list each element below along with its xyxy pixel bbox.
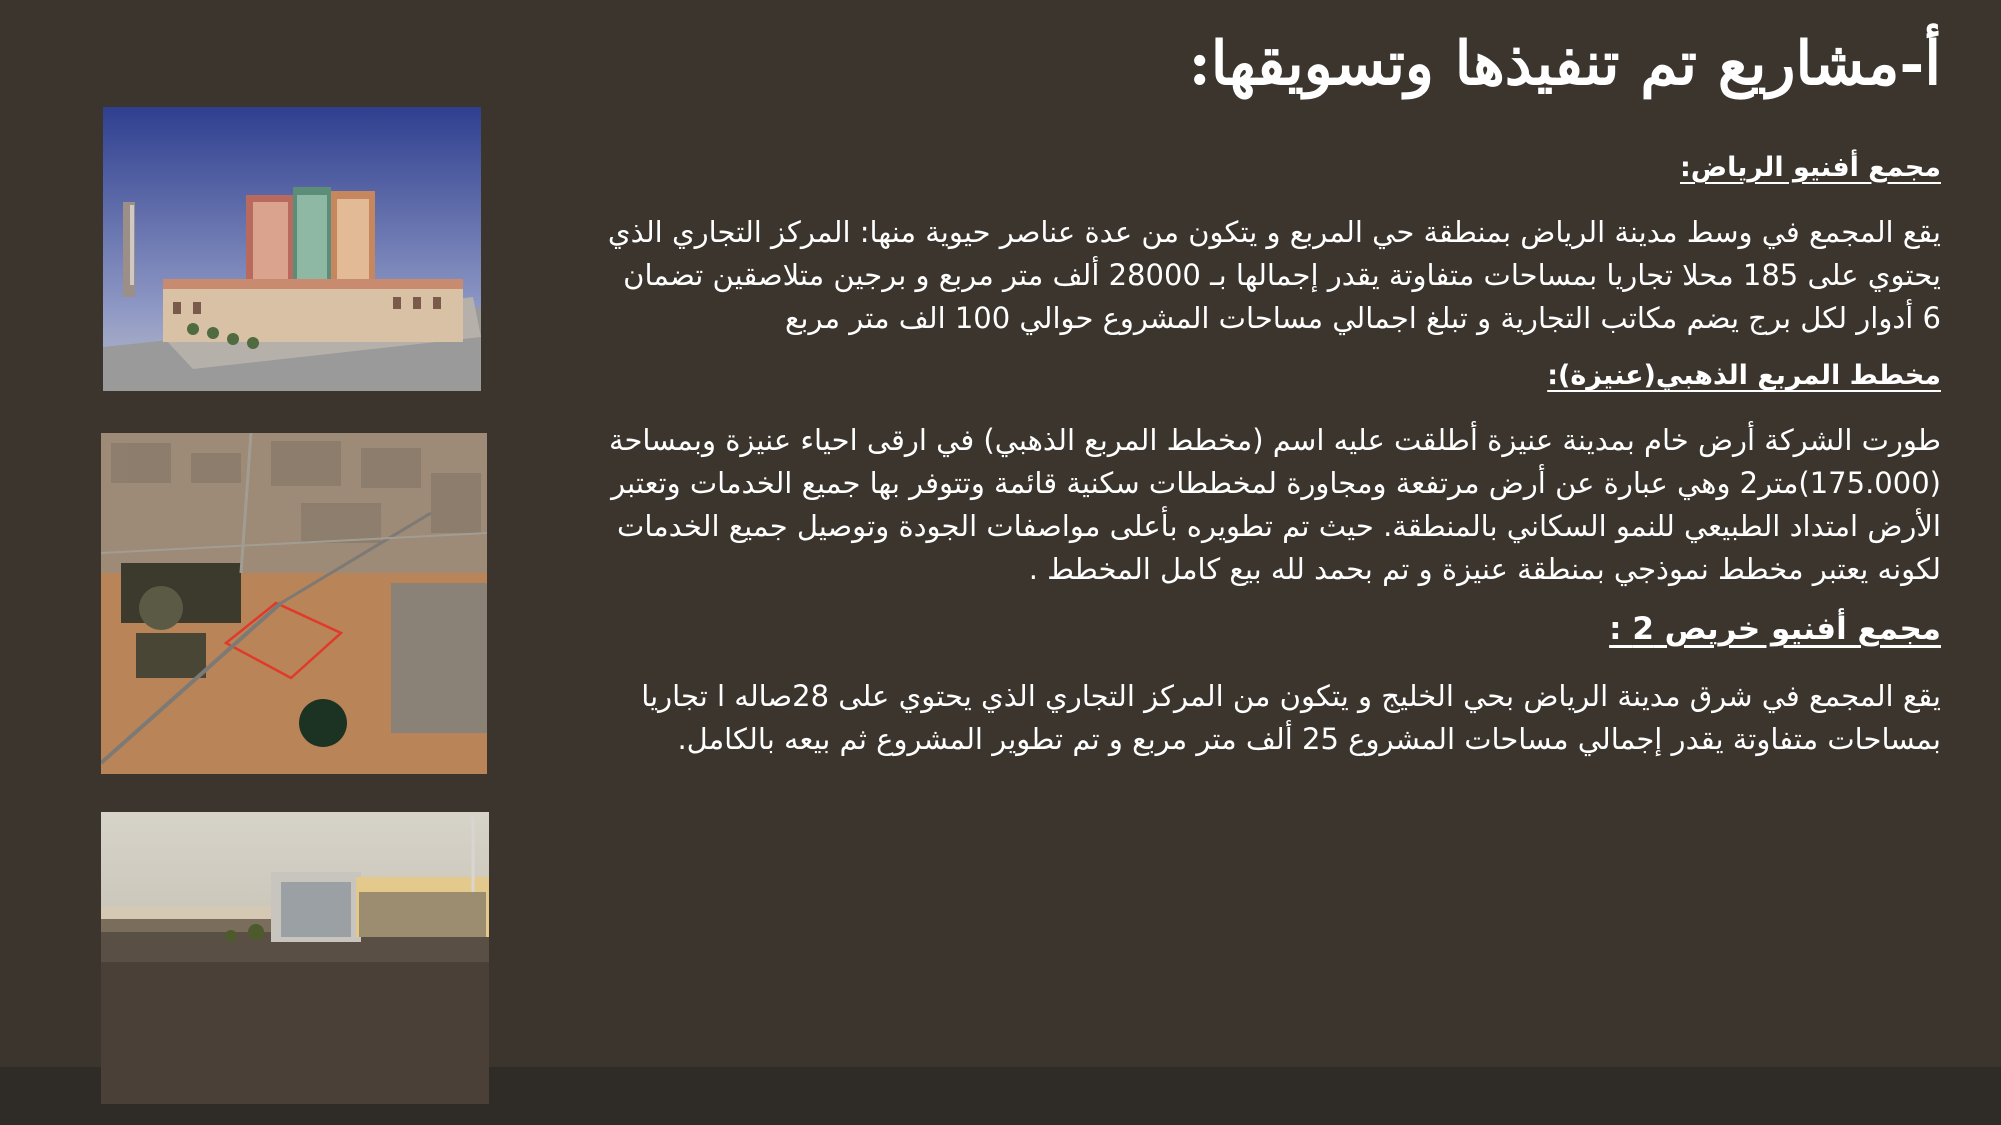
- avenue-khurais-photo-image: [101, 812, 489, 1104]
- section-text-golden-square: طورت الشركة أرض خام بمدينة عنيزة أطلقت عليه اسم (مخطط المربع الذهبي) في ارقى احياء عنيزة وبمساحة (175.000)متر2 وهي عبارة عن أرض مرتفعة ومجاورة لمخططات سكنية قائمة وتتوفر بها جميع الخدمات وتعتبر الأرض امتداد الطبيعي للنمو السكاني بالمنطقة. حيث تم تطويره بأعلى مواصفات الجودة وتوصيل جميع الخدمات لكونه يعتبر مخطط نموذجي بمنطقة عنيزة و تم بحمد لله بيع كامل المخطط .: [608, 423, 1941, 587]
- golden-square-aerial-image: [101, 433, 487, 774]
- section-heading-golden-square: مخطط المربع الذهبي(عنيزة):: [1547, 360, 1941, 392]
- section-heading-avenue-khurais: مجمع أفنيو خريص 2 :: [1609, 611, 1941, 648]
- slide-title: أ-مشاريع تم تنفيذها وتسويقها:: [1188, 29, 1941, 99]
- avenue-riyadh-rendering-image: [103, 107, 481, 391]
- section-heading-avenue-riyadh: مجمع أفنيو الرياض:: [1679, 152, 1941, 183]
- section-text-avenue-khurais: يقع المجمع في شرق مدينة الرياض بحي الخليج و يتكون من المركز التجاري الذي يحتوي على 28صاله ا تجاريا بمساحات متفاوتة يقدر إجمالي مساحات المشروع 25 ألف متر مربع و تم تطوير المشروع ثم بيعه بالكامل.: [641, 679, 1941, 757]
- section-text-avenue-riyadh: يقع المجمع في وسط مدينة الرياض بمنطقة حي المربع و يتكون من عدة عناصر حيوية منها: المركز التجاري الذي يحتوي على 185 محلا تجاريا بمساحات متفاوتة يقدر إجمالها بـ 28000 ألف متر مربع و برجين متلاصقين تضمان 6 أدوار لكل برج يضم مكاتب التجارية و تبلغ اجمالي مساحات المشروع حوالي 100 الف متر مربع: [607, 215, 1941, 336]
- slide-content: [601, 150, 1941, 779]
